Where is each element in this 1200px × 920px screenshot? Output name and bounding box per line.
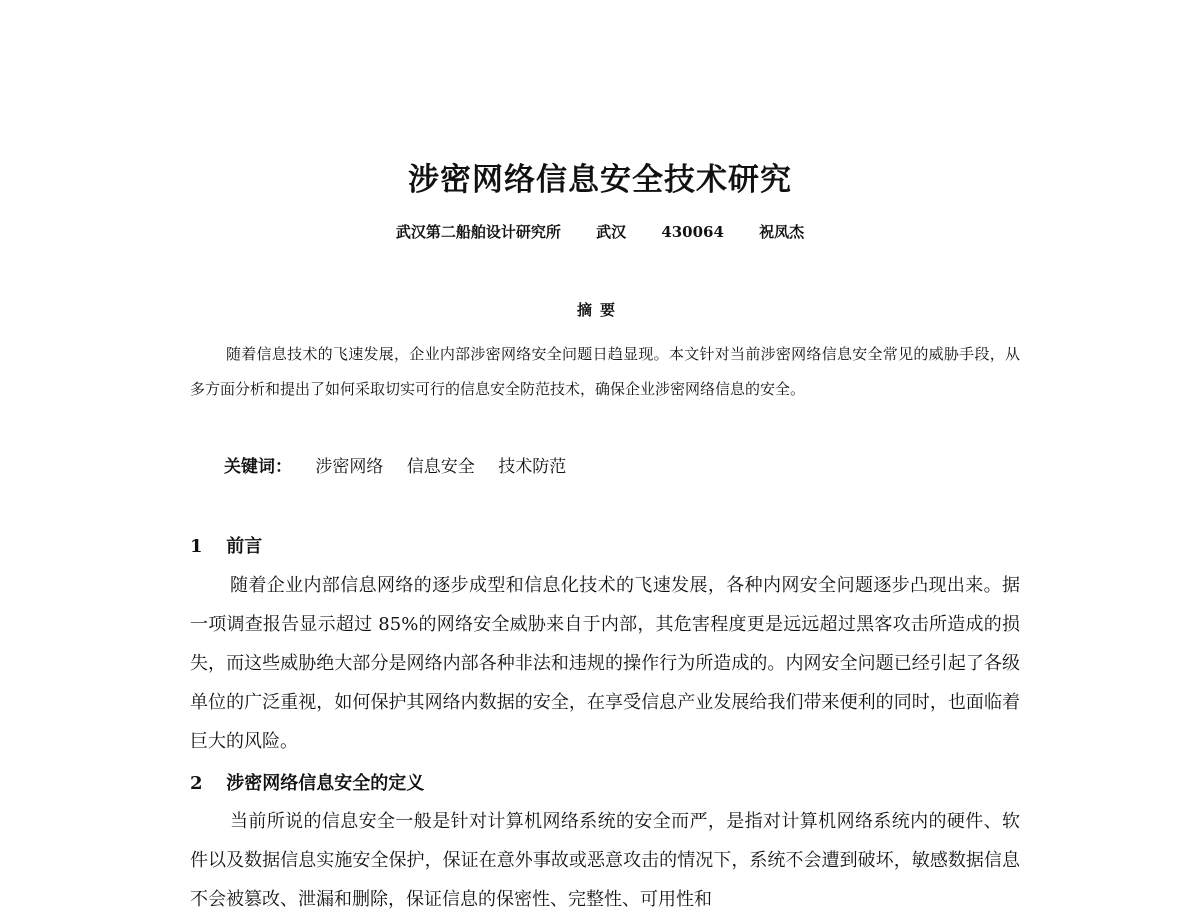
- abstract-text: 随着信息技术的飞速发展，企业内部涉密网络安全问题日趋显现。本文针对当前涉密网络信息安全常见的威胁手段，从多方面分析和提出了如何采取切实可行的信息安全防范技术，确保企业涉密网络信息的安全。: [190, 345, 1020, 398]
- section-1-paragraph: 随着企业内部信息网络的逐步成型和信息化技术的飞速发展，各种内网安全问题逐步凸现出来。据一项调查报告显示超过 85%的网络安全威胁来自于内部，其危害程度更是远远超过黑客攻击所造成的损失，而这些威胁绝大部分是网络内部各种非法和违规的操作行为所造成的。内网安全问题已经引起了各级单位的广泛重视，如何保护其网络内数据的安全，在享受信息产业发展给我们带来便利的同时，也面临着巨大的风险。: [190, 575, 1020, 752]
- section-title: 涉密网络信息安全的定义: [226, 773, 425, 794]
- section-title: 前言: [226, 536, 263, 557]
- section-number: 2: [190, 773, 203, 794]
- author-name: 祝凤杰: [759, 223, 805, 241]
- institution: 武汉第二船舶设计研究所: [395, 223, 561, 241]
- section-2-paragraph: 当前所说的信息安全一般是针对计算机网络系统的安全而严，是指对计算机网络系统内的硬件、软件以及数据信息实施安全保护，保证在意外事故或恶意攻击的情况下，系统不会遭到破坏，敏感数据信息不会被篡改、泄漏和删除，保证信息的保密性、完整性、可用性和: [190, 811, 1020, 910]
- city: 武汉: [596, 223, 627, 241]
- keywords-label: 关键词：: [224, 457, 292, 477]
- section-heading-1: [190, 532, 262, 562]
- keyword: 信息安全: [406, 457, 475, 477]
- paper-title: 涉密网络信息安全技术研究: [408, 162, 792, 198]
- postcode: 430064: [661, 223, 724, 241]
- keywords-line: [224, 452, 566, 482]
- section-heading-2: [190, 769, 424, 799]
- author-line: [0, 220, 1200, 244]
- keyword: 涉密网络: [315, 457, 384, 477]
- abstract-heading: 摘要: [576, 301, 623, 319]
- section-number: 1: [190, 536, 203, 557]
- keyword: 技术防范: [498, 457, 567, 477]
